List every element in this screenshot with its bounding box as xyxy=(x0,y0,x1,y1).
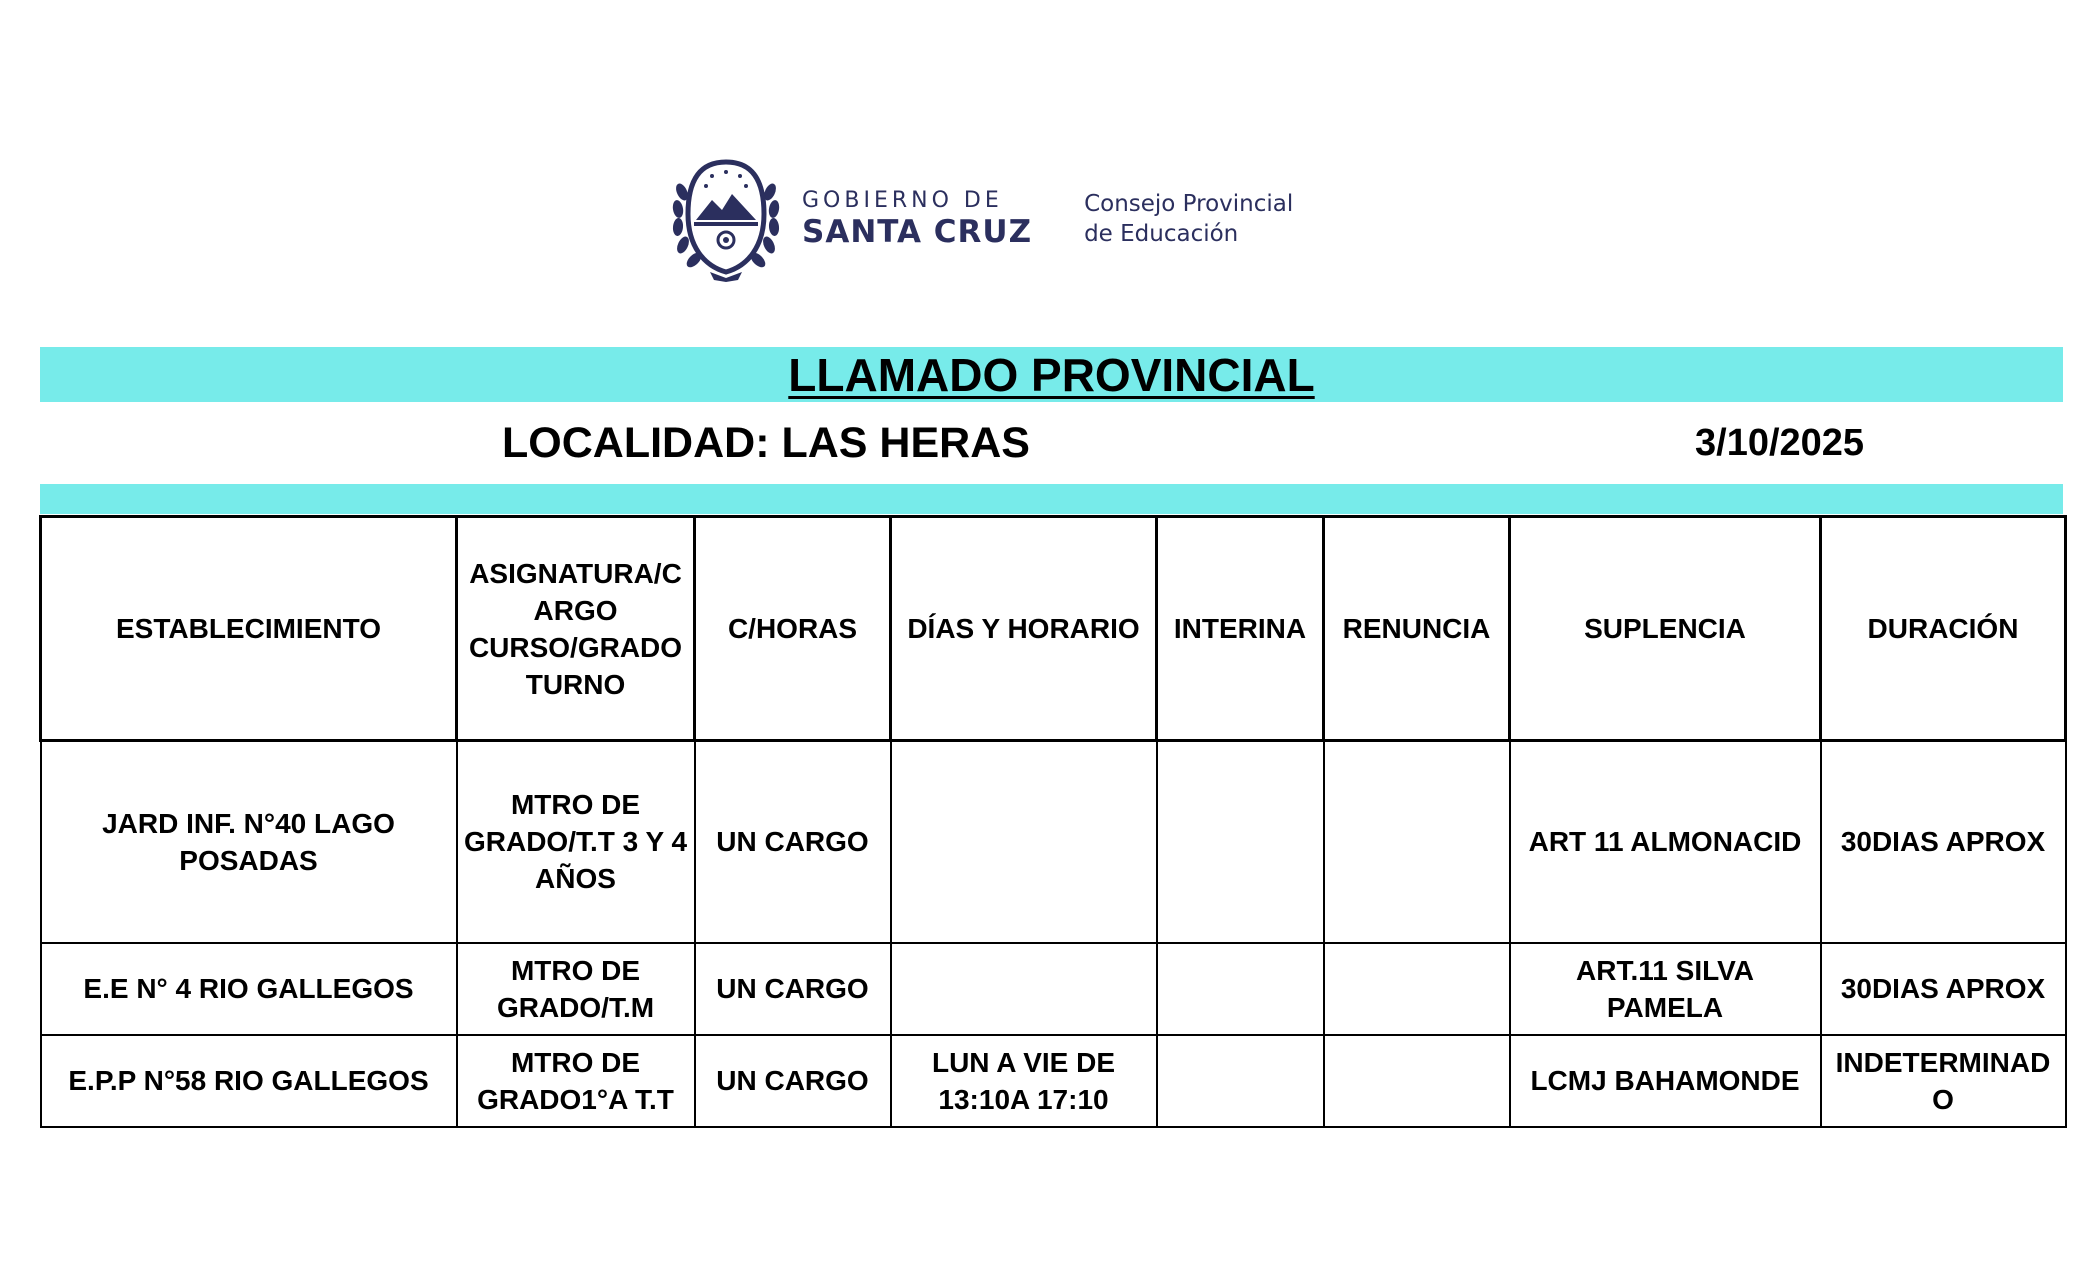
cell-asignatura: MTRO DE GRADO1°A T.T xyxy=(457,1035,695,1127)
cell-horas: UN CARGO xyxy=(695,1035,891,1127)
cell-horas: UN CARGO xyxy=(695,741,891,943)
cell-asignatura: MTRO DE GRADO/T.M xyxy=(457,943,695,1035)
header-horas: C/HORAS xyxy=(695,517,891,741)
cell-interina xyxy=(1157,741,1324,943)
cell-suplencia: ART 11 ALMONACID xyxy=(1510,741,1821,943)
cell-duracion: 30DIAS APROX xyxy=(1821,741,2066,943)
government-name-line1: GOBIERNO DE xyxy=(802,188,1003,213)
cell-establecimiento: E.E N° 4 RIO GALLEGOS xyxy=(41,943,457,1035)
header-dias-horario: DÍAS Y HORARIO xyxy=(891,517,1157,741)
council-name-line1: Consejo Provincial xyxy=(1084,191,1294,217)
cell-establecimiento: JARD INF. N°40 LAGO POSADAS xyxy=(41,741,457,943)
cell-dias-horario xyxy=(891,943,1157,1035)
cell-asignatura: MTRO DE GRADO/T.T 3 Y 4 AÑOS xyxy=(457,741,695,943)
header-duracion: DURACIÓN xyxy=(1821,517,2066,741)
cell-interina xyxy=(1157,943,1324,1035)
government-logo xyxy=(672,154,1293,284)
cell-suplencia: ART.11 SILVA PAMELA xyxy=(1510,943,1821,1035)
cell-dias-horario xyxy=(891,741,1157,943)
header-renuncia: RENUNCIA xyxy=(1324,517,1510,741)
table-row xyxy=(41,943,2066,1035)
government-name xyxy=(802,188,1032,250)
cell-horas: UN CARGO xyxy=(695,943,891,1035)
council-name-line2: de Educación xyxy=(1084,221,1239,247)
council-name xyxy=(1084,189,1293,249)
cell-renuncia xyxy=(1324,943,1510,1035)
table-row xyxy=(41,741,2066,943)
cell-duracion: INDETERMINADO xyxy=(1821,1035,2066,1127)
header-asignatura: ASIGNATURA/CARGO CURSO/GRADO TURNO xyxy=(457,517,695,741)
positions-table xyxy=(39,515,2067,1128)
cell-renuncia xyxy=(1324,741,1510,943)
header-suplencia: SUPLENCIA xyxy=(1510,517,1821,741)
locality-label: LOCALIDAD: LAS HERAS xyxy=(502,419,1030,467)
cell-interina xyxy=(1157,1035,1324,1127)
header-establecimiento: ESTABLECIMIENTO xyxy=(41,517,457,741)
header-interina: INTERINA xyxy=(1157,517,1324,741)
provincial-seal-icon xyxy=(672,154,780,284)
cell-establecimiento: E.P.P N°58 RIO GALLEGOS xyxy=(41,1035,457,1127)
separator-band xyxy=(40,484,2063,514)
table-header-row xyxy=(41,517,2066,741)
cell-dias-horario: LUN A VIE DE 13:10A 17:10 xyxy=(891,1035,1157,1127)
call-date: 3/10/2025 xyxy=(1695,422,1865,464)
table-row xyxy=(41,1035,2066,1127)
page-title: LLAMADO PROVINCIAL xyxy=(788,349,1315,401)
cell-duracion: 30DIAS APROX xyxy=(1821,943,2066,1035)
cell-suplencia: LCMJ BAHAMONDE xyxy=(1510,1035,1821,1127)
government-name-line2: SANTA CRUZ xyxy=(802,214,1033,250)
cell-renuncia xyxy=(1324,1035,1510,1127)
